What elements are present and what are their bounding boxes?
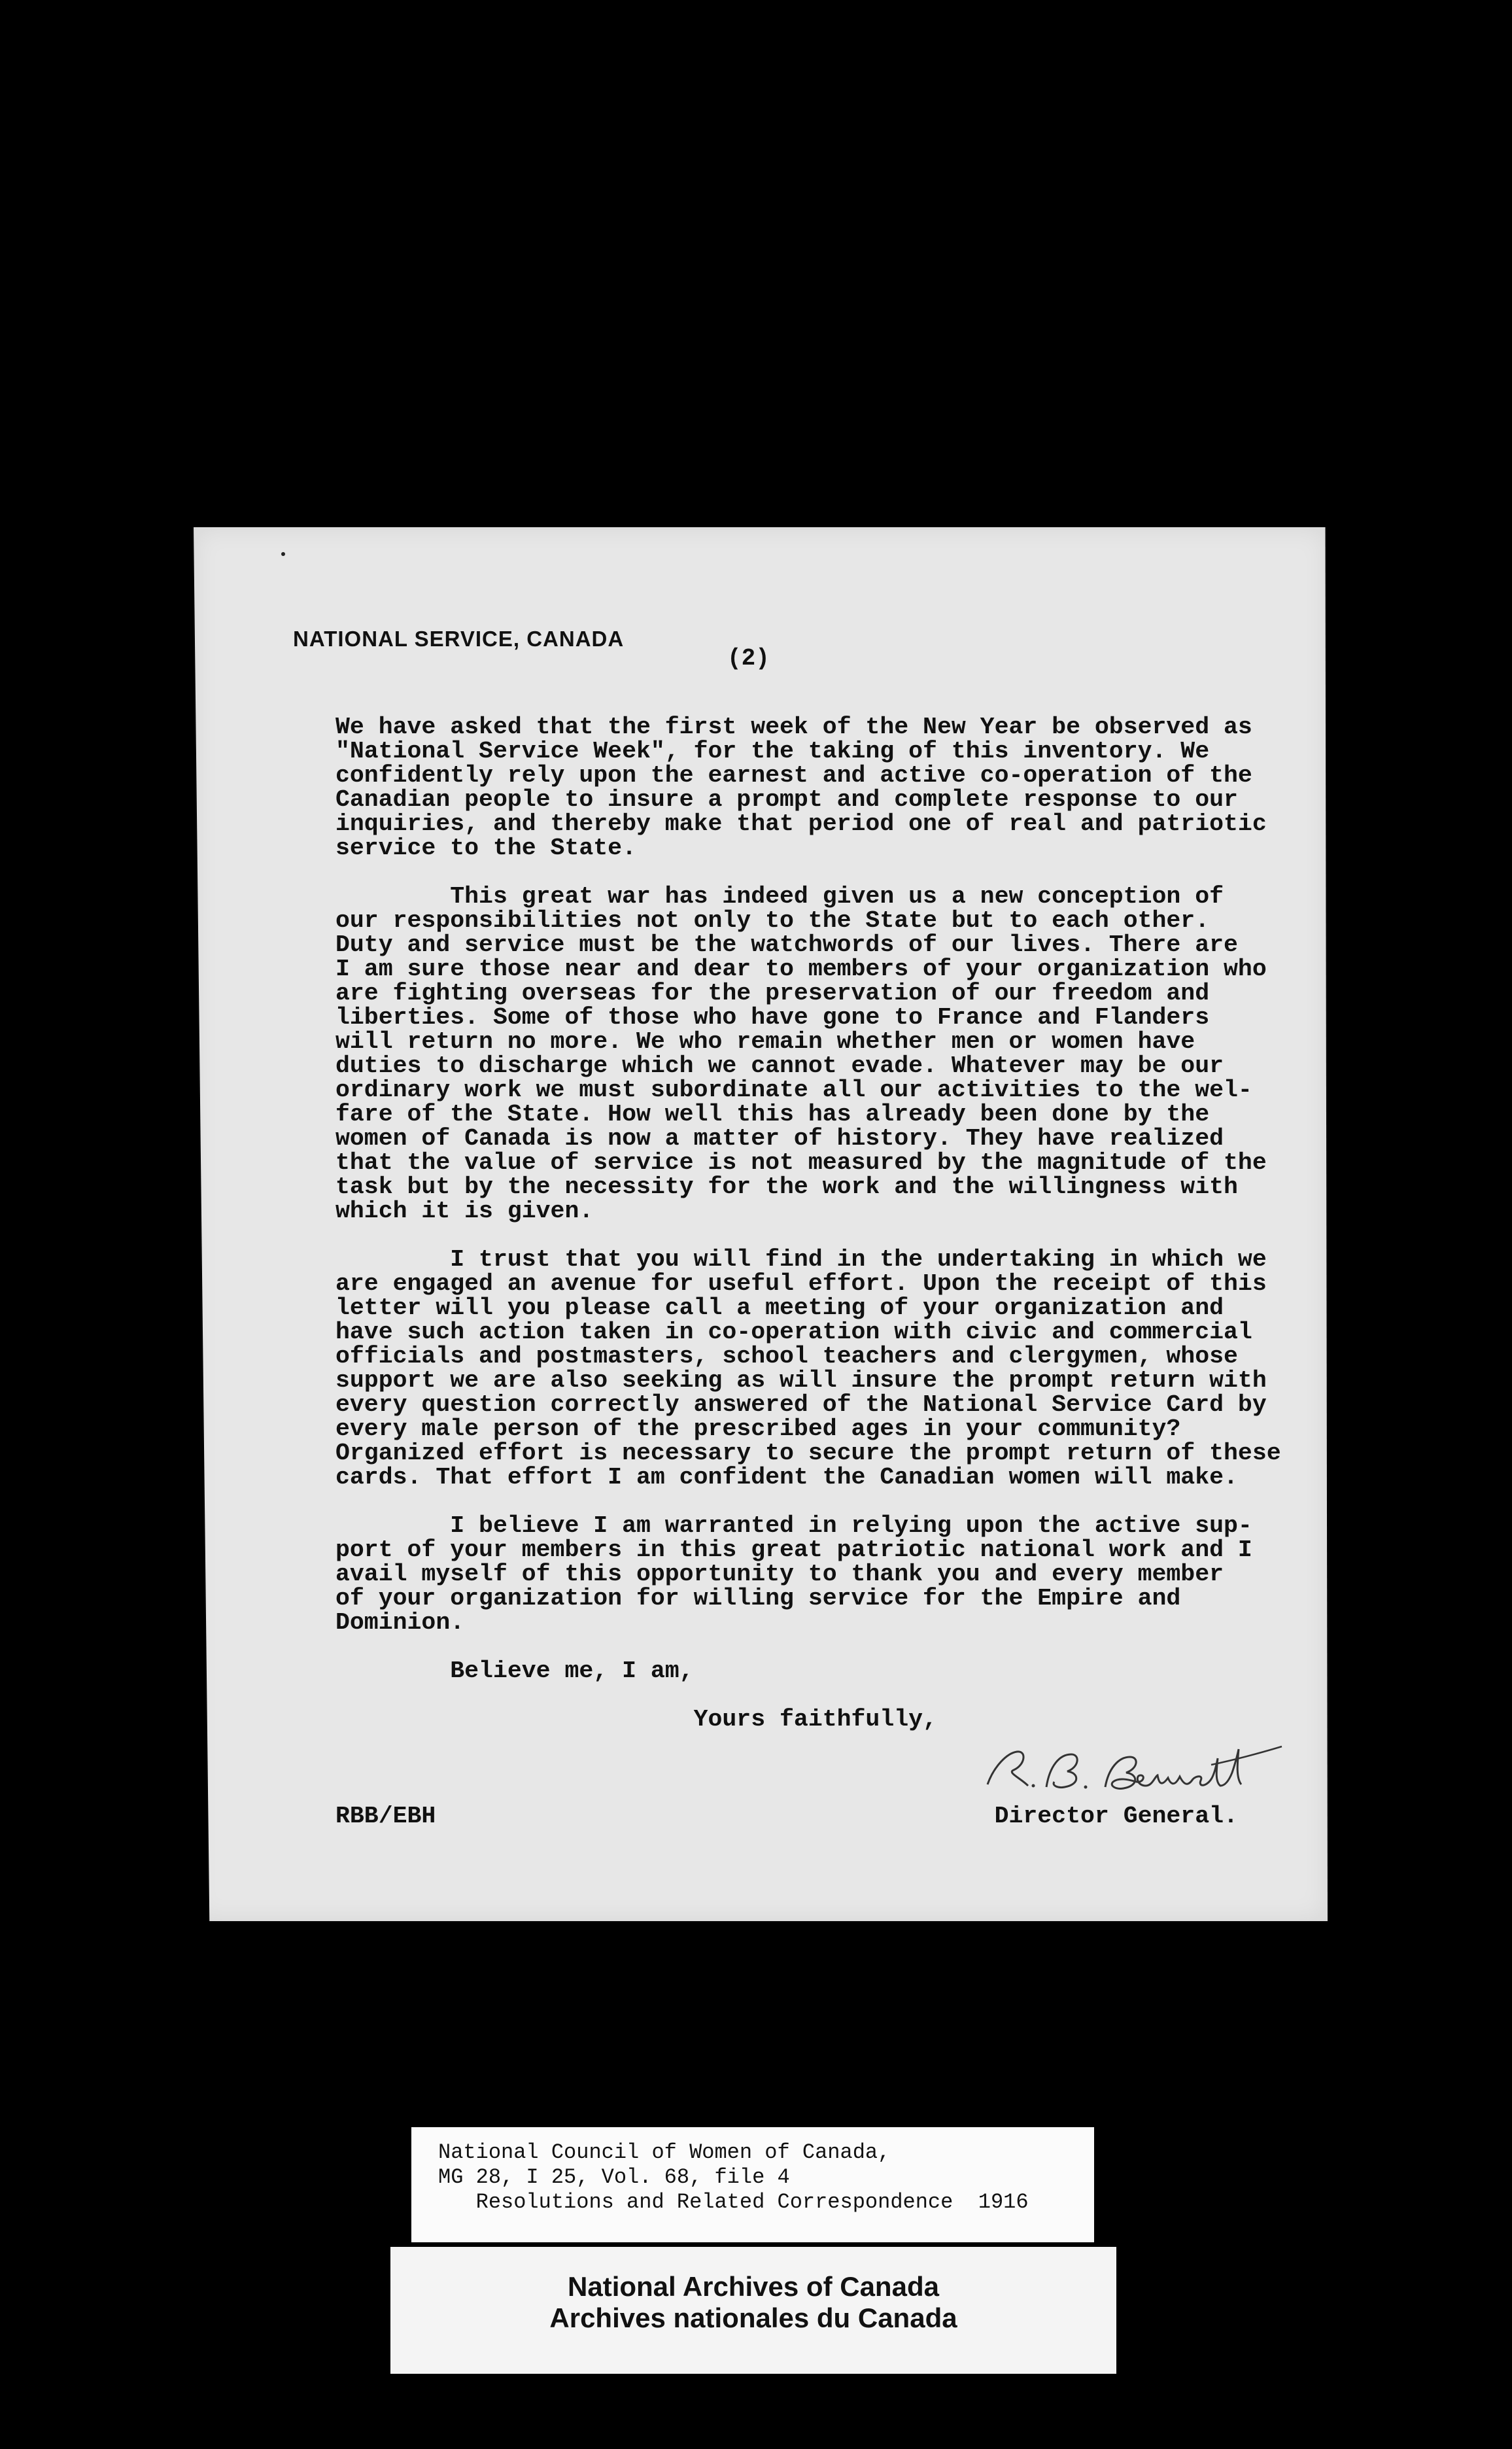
letter-line: every question correctly answered of the National Service Card by	[335, 1391, 1267, 1418]
archive-name-english: National Archives of Canada	[568, 2271, 939, 2302]
letter-line: service to the State.	[335, 835, 636, 861]
paragraph-gap	[335, 1489, 1277, 1514]
letter-line: have such action taken in co-operation with civic and commercial	[335, 1319, 1252, 1346]
letter-line: avail myself of this opportunity to thank you and every member	[335, 1561, 1224, 1588]
letter-line: port of your members in this great patriotic national work and I	[335, 1537, 1252, 1563]
letter-line: Believe me, I am,	[335, 1658, 694, 1684]
letter-line: are engaged an avenue for useful effort. Upon the receipt of this	[335, 1270, 1267, 1297]
letter-line: of your organization for willing service for the Empire and	[335, 1585, 1181, 1612]
letter-line: women of Canada is now a matter of history. They have realized	[335, 1125, 1224, 1152]
letter-line: which it is given.	[335, 1198, 594, 1224]
letter-line: Duty and service must be the watchwords of our lives. There are	[335, 931, 1238, 958]
letter-line: I believe I am warranted in relying upon the active sup-	[335, 1512, 1252, 1539]
letter-line: are fighting overseas for the preservation of our freedom and	[335, 980, 1210, 1007]
letter-line: fare of the State. How well this has already been done by the	[335, 1101, 1210, 1128]
letter-line: ordinary work we must subordinate all our activities to the wel-	[335, 1077, 1252, 1103]
letter-line: Dominion.	[335, 1609, 465, 1636]
paragraph-gap	[335, 1223, 1277, 1247]
letter-line: "National Service Week", for the taking of this inventory. We	[335, 738, 1210, 765]
letter-line: Canadian people to insure a prompt and complete response to our	[335, 786, 1238, 813]
letter-line: support we are also seeking as will insure the prompt return with	[335, 1367, 1267, 1394]
letter-line: liberties. Some of those who have gone to France and Flanders	[335, 1004, 1210, 1031]
letter-line: Yours faithfully,	[335, 1706, 937, 1733]
letter-line: our responsibilities not only to the State but to each other.	[335, 907, 1210, 934]
letter-line: We have asked that the first week of the New Year be observed as	[335, 714, 1252, 740]
letter-line: I am sure those near and dear to members of your organization who	[335, 956, 1267, 982]
reference-line: Resolutions and Related Correspondence 1916	[438, 2190, 1029, 2214]
letter-line: I trust that you will find in the undertaking in which we	[335, 1246, 1267, 1273]
reference-text	[438, 2140, 1029, 2215]
letterhead: NATIONAL SERVICE, CANADA	[293, 627, 625, 651]
paragraph-gap	[335, 1635, 1277, 1659]
letter-line: confidently rely upon the earnest and active co-operation of the	[335, 762, 1252, 789]
letter-line: will return no more. We who remain whether men or women have	[335, 1028, 1195, 1055]
letter-line: cards. That effort I am confident the Canadian women will make.	[335, 1464, 1238, 1491]
letter-line: duties to discharge which we cannot evade. Whatever may be our	[335, 1052, 1224, 1079]
letter-line: that the value of service is not measured by the magnitude of the	[335, 1149, 1267, 1176]
letter-line: Organized effort is necessary to secure the prompt return of these	[335, 1440, 1281, 1467]
letter-body	[335, 714, 1281, 1830]
letter-line: officials and postmasters, school teachers and clergymen, whose	[335, 1343, 1238, 1370]
letter-line: RBB/EBH Director General.	[335, 1803, 1238, 1830]
archive-name-french: Archives nationales du Canada	[549, 2302, 957, 2333]
letter-line: This great war has indeed given us a new conception of	[335, 883, 1224, 910]
paragraph-gap	[335, 1683, 1277, 1707]
reference-line: National Council of Women of Canada,	[438, 2140, 891, 2164]
archive-text	[390, 2271, 1116, 2334]
page-number: (2)	[727, 645, 770, 672]
reference-line: MG 28, I 25, Vol. 68, file 4	[438, 2165, 790, 2189]
letter-line: letter will you please call a meeting of your organization and	[335, 1294, 1224, 1321]
letter-line: every male person of the prescribed ages in your community?	[335, 1416, 1181, 1442]
letter-line: task but by the necessity for the work and the willingness with	[335, 1173, 1238, 1200]
paper-mark	[281, 552, 285, 556]
signature	[981, 1727, 1288, 1799]
letter-line: inquiries, and thereby make that period one of real and patriotic	[335, 810, 1267, 837]
paragraph-gap	[335, 860, 1277, 884]
